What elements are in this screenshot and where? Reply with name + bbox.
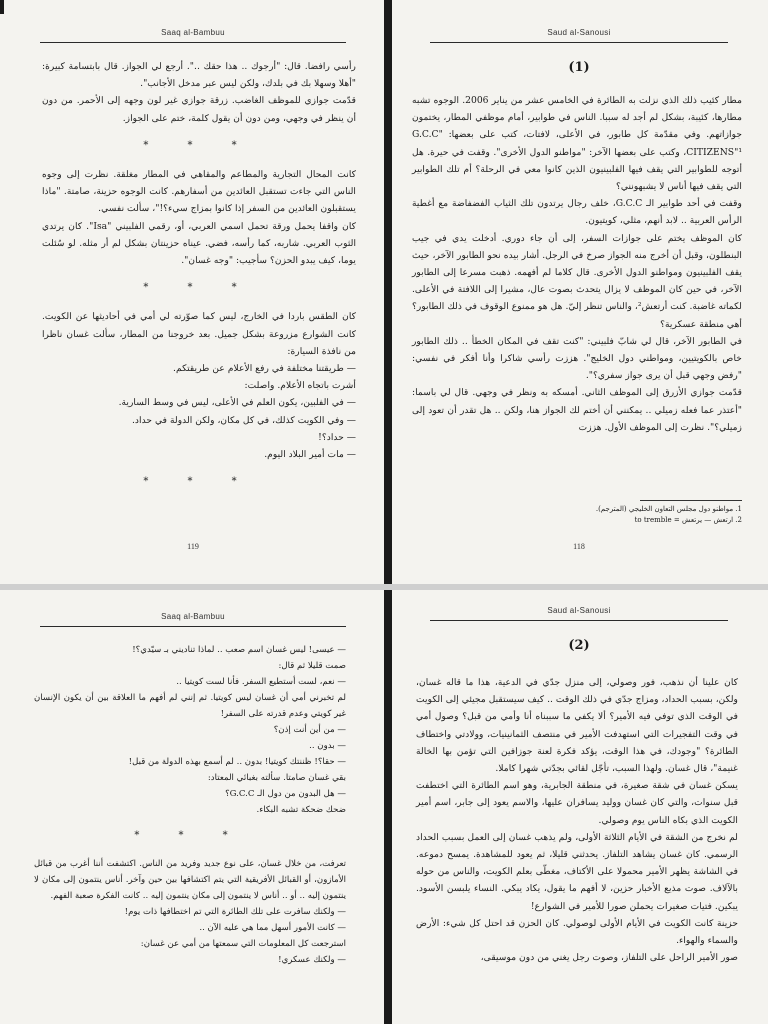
- paragraph: رأسي رافضا. قال: "أرجوك .. هذا حقك ..". أرجع لي الجواز. قال بابتسامة كبيرة: "أهلا وسهلا بك في بلدك، ولكن ليس عبر مدخل الأجانب".: [42, 61, 356, 90]
- paragraph: كان الطقس باردا في الخارج، ليس كما صوّرته لي أمي في أحاديثها عن الكويت. كانت الشوارع مزروعة بشكل جميل. بعد خروجنا من المطار، سألت غسان ناظرا من نافذة السيارة:: [42, 311, 356, 357]
- page-body-text: [412, 92, 742, 436]
- paragraph: كان الموظف يختم على جوازات السفر، إلى أن جاء دوري. أدخلت يدي في جيب البنطلون، وقبل أن أخرج منه الجواز صرخ في الرجل. أشار بيده نحو الطابور الآخر، حيث يقف الفلبينيون ومواطنو الدول الأخرى. قال كلاما لم أفهمه. ذهبت مسرعا إلى الطابور الآخر، في حين كان الموظف لا يزال يتحدث بصوت عال، مشيرا إلى اللافتة في الأعلى. لكماته غاضبة. كنت أرتعش²، والناس تنظر إليّ. هل هو ممنوع الوقوف في ذلك الطابور؟ أهي منطقة عسكرية؟: [412, 232, 742, 330]
- paragraph: — هل البدون من دول الـ G.C.C؟: [225, 789, 346, 799]
- paragraph: — وفي الكويت كذلك، في كل مكان، ولكن الدولة في حداد.: [132, 414, 356, 426]
- paragraph: بقي غسان صامتا. سألته بغبائي المعتاد:: [207, 773, 346, 783]
- page-bottom-left: [0, 590, 386, 1024]
- section-break: * * *: [143, 282, 255, 294]
- paragraph: كان واقفا يحمل ورقة تحمل اسمي العربي، أو، رقمي الفلبيني "Isa". كان يرتدي الثوب العربي. شاربه، كما رأسه، فضي. عيناه حزينتان بشكل لم أر مثله. لو سُئلت يوما، كيف يبدو الحزن؟ سأجيب: "وجه غسان".: [42, 220, 357, 267]
- paragraph: — حداد؟!: [318, 431, 356, 443]
- book-gutter: [384, 590, 392, 1024]
- paragraph: — نعم، لست أستطيع السفر. فأنا لست كويتيا ..: [176, 677, 346, 687]
- chapter-number: (1): [568, 60, 590, 75]
- paragraph: استرجعت كل المعلومات التي سمعتها من أمي عن غسان:: [140, 939, 346, 949]
- page-number: 119: [187, 542, 199, 551]
- section-break: * * *: [143, 139, 255, 151]
- paragraph: حزينة كانت الكويت في الأيام الأولى لوصولي. كان الحزن قد احتل كل شيء: الأرض والسماء والهواء.: [416, 917, 738, 947]
- page-body-text: [42, 58, 356, 502]
- paragraph: — بدون ..: [309, 741, 346, 751]
- paragraph: — عيسى! ليس غسان اسم صعب .. لماذا تناديني بـ سيّدي؟!: [132, 645, 346, 655]
- chapter-number: (2): [568, 638, 590, 653]
- paragraph: — ولكنك سافرت على تلك الطائرة التي تم اختطافها ذات يوم!: [124, 907, 346, 917]
- header-rule: [430, 620, 728, 621]
- paragraph: كانت المحال التجارية والمطاعم والمقاهي في المطار مغلقة. نظرت إلى وجوه الناس التي جاءت تستقبل العائدين من أسفارهم. كانت الوجوه حزينة، صامتة. "ماذا يستقبلون العائدين من السفر إذا كانوا بمزاج سيء؟!"، سألت نفسي.: [42, 169, 356, 215]
- paragraph: — في الفلبين، يكون العلم في الأعلى، ليس في وسط السارية.: [118, 397, 356, 409]
- running-header: Saaq al-Bambuu: [161, 28, 225, 37]
- paragraph: وقفت في أحد طوابير الـ G.C.C، خلف رجال يرتدون تلك الثياب الفضفاضة مع أغطية الرأس العربية .. لابد أنهم، مثلي، كويتيون.: [412, 198, 742, 227]
- running-header: Saud al-Sanousi: [547, 606, 611, 615]
- page-corner-shadow: [0, 0, 4, 14]
- book-gutter: [384, 0, 392, 584]
- paragraph: — كانت الأمور أسهل مما هي عليه الآن ..: [199, 923, 346, 933]
- page-body-text: [34, 642, 346, 968]
- paragraph: صور الأمير الراحل على التلفاز، وصوت رجل يغني من دون موسيقى،: [480, 952, 738, 964]
- header-rule: [40, 42, 346, 43]
- paragraph: لم نخرج من الشقة في الأيام الثلاثة الأولى، ولم يذهب غسان إلى العمل بسبب الحداد الرسمي. كان غسان يشاهد التلفاز. يحدثني قليلا، ثم يعود للمشاهدة. يمسح دموعه. في الشاشة يظهر الأمير محمولا على الأكتاف، مغطّى بعلم الكويت، والناس من حوله بالآلاف. صوت مذيع الأخبار حزين، لا أفهم ما يقول، يكاد يبكي. النساء يلبسن الأسود. يبكين. فتيات صغيرات يحملن صورا للأمير في الشوارع!: [416, 831, 738, 912]
- header-rule: [40, 626, 346, 627]
- paragraph: قدّمت جوازي الأزرق إلى الموظف الثاني. أمسكه به ونظر في وجهي. قال لي باسما: "أعتذر عما فعله زميلي .. يمكنني أن أختم لك الجواز هنا، ولكن .. هل تقدر أن تعود إلى زميلي؟". نظرت إلى الموظف الأول. هززت: [412, 387, 742, 433]
- paragraph: — مات أمير البلاد اليوم.: [264, 449, 356, 461]
- paragraph: — من أين أنت إذن؟: [273, 725, 346, 735]
- footnotes: [412, 504, 742, 526]
- page-number: 118: [573, 542, 585, 551]
- paragraph: — ولكنك عسكري!: [278, 955, 346, 965]
- paragraph: تعرفت، من خلال غسان، على نوع جديد وفريد من الناس. اكتشفت أننا أغرب من قبائل الأمازون، أو القبائل الأفريقية التي يتم اكتشافها بين حين وآخر. أناس ينتمون إلى مكان لا ينتمون إليه .. أو .. أناس لا ينتمون إلى مكان ينتمون إليه .. كانت الفكرة صعبة الفهم.: [34, 859, 346, 901]
- paragraph: — حقا؟! ظننتك كويتيا! بدون .. لم أسمع بهذه الدولة من قبل!: [128, 757, 346, 767]
- paragraph: في الطابور الآخر، قال لي شابّ فلبيني: "كنت تقف في المكان الخطأ .. ذلك الطابور خاص بالكويتيين، ومواطني دول الخليج". هززت رأسي شاكرا وأنا أفكر في نفسي: "رفض وجهي قبل أن يرى جواز سفري؟".: [412, 335, 742, 382]
- section-break: * * *: [143, 476, 255, 488]
- footnote-rule: [640, 500, 742, 501]
- paragraph: ضحك ضحكة تشبه البكاء.: [256, 805, 346, 815]
- footnote: 1. مواطنو دول مجلس التعاون الخليجي (المترجم).: [595, 505, 742, 513]
- running-header: Saaq al-Bambuu: [161, 612, 225, 621]
- paragraph: لم تخبرني أمي أن غسان ليس كويتيا. ثم إنني لم أفهم ما العلاقة بين أن يكون الإنسان غير كويتي وعدم قدرته على السفر!: [34, 693, 346, 719]
- running-header: Saud al-Sanousi: [547, 28, 611, 37]
- footnote: 2. ارتعش — يرتعش = to tremble: [634, 516, 742, 524]
- page-body-text: [416, 674, 738, 966]
- header-rule: [430, 42, 728, 43]
- page-118: [390, 0, 768, 584]
- paragraph: يسكن غسان في شقة صغيرة، في منطقة الجابرية، وهو اسم الطائرة التي اختطفت قبل سنوات، والتي كان غسان ووليد يسافران عليها، والاسم يعود إلى جابر، اسم أمير الكويت الذي بكاه الناس يوم وصولي.: [416, 780, 738, 826]
- page-bottom-right: [390, 590, 768, 1024]
- section-break: * * *: [134, 830, 246, 841]
- paragraph: مطار كئيب ذلك الذي نزلت به الطائرة في الخامس عشر من يناير 2006. الوجوه تشبه مطارها، كئيبة، بشكل لم أجد له سببا. الناس في طوابير، أمام موظفي المطار، يختمون جوازاتهم. وفي مقدّمة كل طابور، في الأعلى، لافتات، كتب على بعضها: "G.C.C CITIZENS"¹، وكتب على بعضها الآخر: "مواطنو الدول الأخرى". وقفت في حيرة. هل أتوجه للطوابير التي يقف فيها الفلبينيون الذين كانوا معي في الرحلة؟ أم تلك الطوابير التي يقف فيها أناس لا يشبهونني؟: [412, 95, 742, 193]
- paragraph: صمت قليلا ثم قال:: [278, 661, 346, 671]
- paragraph: أشرت باتجاه الأعلام. واصلت:: [244, 380, 356, 392]
- paragraph: كان علينا أن نذهب، فور وصولي، إلى منزل جدّي في الدعية، هذا ما قاله غسان، ولكن، بسبب الحداد، ومزاج جدّي في ذلك الوقت .. كيف سيستقبل مجيئي إلى الكويت في الوقت الذي توفي فيه الأمير؟ ألا يكفي ما سببناه أنا وأمي من قبل؟ وصول أمي في وقت التفجيرات التي استهدفت الأمير في منتصف الثمانينيات، وولادتي واختطاف الطائرة؟ "وجودك، في هذا الوقت، يؤكد فكرة لعنة جوزافين التي تؤمن بها الخالة غنيمة"، قال غسان. ولهذا السبب، تأجّل لقائي بجدّتي شهرا كاملا.: [416, 677, 738, 775]
- scan-divider: [0, 584, 768, 590]
- paragraph: قدّمت جوازي للموظف الغاضب. زرقة جوازي غير لون وجهه إلى الأحمر. من دون أن ينظر في وجهي، ومن دون أن يقول كلمة، ختم على الجواز.: [42, 95, 356, 124]
- page-119: [0, 0, 386, 584]
- paragraph: — طريقتنا مختلفة في رفع الأعلام عن طريقتكم.: [173, 363, 356, 375]
